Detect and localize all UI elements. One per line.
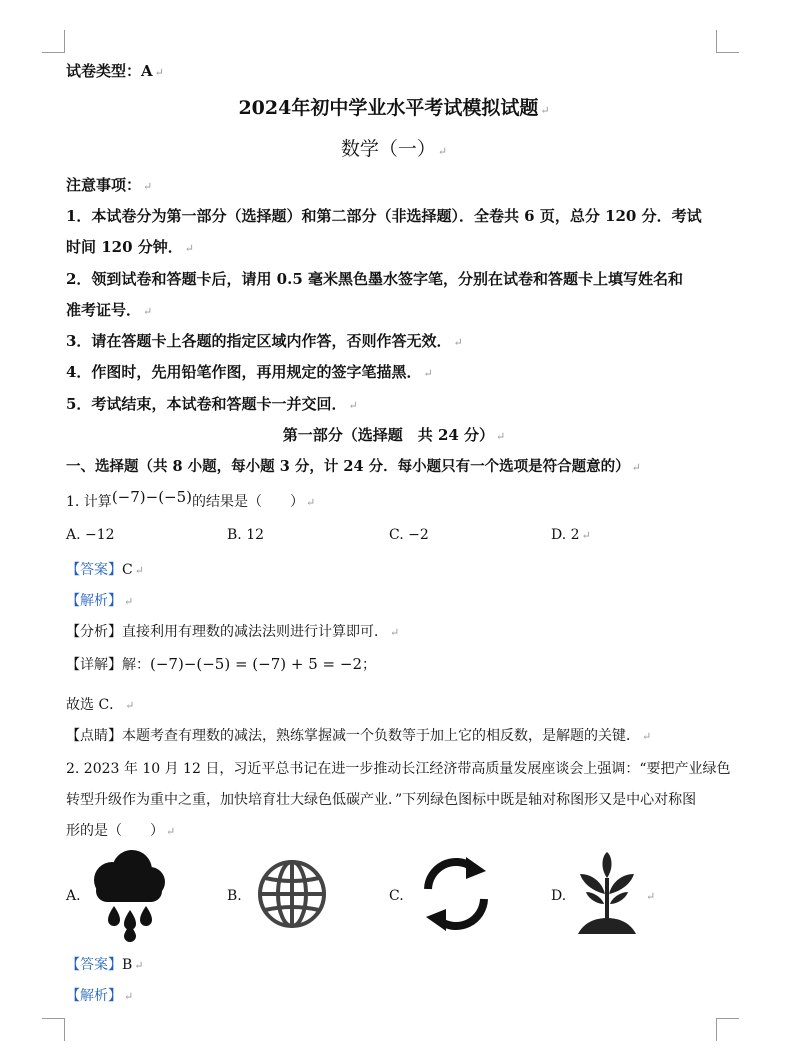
note-1-line-1: 1．本试卷分为第一部分（选择题）和第二部分（非选择题）．全卷共 6 页，总分 120 分．考试 (66, 207, 702, 225)
note-5: 5．考试结束，本试卷和答题卡一并交回． ↵ (66, 395, 358, 413)
sprout-icon (574, 850, 640, 936)
q1-comment: 【点睛】本题考查有理数的减法，熟练掌握减一个负数等于加上它的相反数，是解题的关键． ↵ (66, 728, 652, 744)
note-3: 3．请在答题卡上各题的指定区域内作答，否则作答无效． ↵ (66, 332, 463, 350)
q2-analysis-tag: 【解析】 ↵ (66, 988, 134, 1004)
crop-mark-top-left (42, 30, 65, 53)
q2-answer: 【答案】B ↵ (66, 957, 144, 973)
q1-detail: 【详解】解：(−7)−(−5) = (−7) + 5 = −2； (66, 655, 376, 673)
crop-mark-bottom-left (42, 1018, 65, 1041)
crop-mark-top-right (716, 30, 739, 53)
note-2-line-2: 准考证号． ↵ (66, 301, 153, 319)
notes-heading: 注意事项： ↵ (66, 176, 153, 194)
q1-option-d: D. 2 ↵ (551, 527, 591, 543)
q2-option-c-label: C. (389, 888, 404, 904)
rain-cloud-icon (90, 850, 168, 942)
q2-stem-line-1: 2. 2023 年 10 月 12 日，习近平总书记在进一步推动长江经济带高质量发展座谈会上强调：“要把产业绿色 (66, 761, 731, 777)
page-title: 2024年初中学业水平考试模拟试题 ↵ (238, 97, 550, 119)
part1-title: 第一部分（选择题 共 24 分） ↵ (282, 426, 506, 444)
q1-analysis-tag: 【解析】 ↵ (66, 593, 134, 609)
q2-option-a-label: A. (66, 888, 81, 904)
q1-detail-expression: (−7)−(−5) = (−7) + 5 = −2 (150, 655, 362, 673)
q2-stem-line-3: 形的是（ ） ↵ (66, 823, 176, 839)
q1-option-a: A. −12 (66, 527, 115, 543)
q2-options-paragraph-mark: ↵ (646, 890, 656, 903)
note-2-line-1: 2．领到试卷和答题卡后，请用 0.5 毫米黑色墨水签字笔，分别在试卷和答题卡上填写姓名和 (66, 270, 683, 288)
q1-stem: 1. 计算(−7)−(−5)的结果是（ ） ↵ (66, 488, 316, 510)
q1-fenxi: 【分析】直接利用有理数的减法法则进行计算即可． ↵ (66, 624, 400, 640)
q2-option-d-label: D. (551, 888, 567, 904)
note-4: 4．作图时，先用铅笔作图，再用规定的签字笔描黑． ↵ (66, 363, 433, 381)
q1-expression: (−7)−(−5) (111, 488, 193, 506)
section-heading: 一、选择题（共 8 小题，每小题 3 分，计 24 分．每小题只有一个选项是符合题意的） ↵ (66, 458, 641, 475)
paper-type: 试卷类型：A ↵ (66, 62, 164, 80)
q2-option-b-label: B. (227, 888, 242, 904)
page-subtitle: 数学（一） ↵ (340, 138, 448, 160)
q1-option-c: C. −2 (389, 527, 429, 543)
q1-conclusion: 故选 C． ↵ (66, 697, 135, 713)
q2-stem-line-2: 转型升级作为重中之重，加快培育壮大绿色低碳产业．”下列绿色图标中既是轴对称图形又是中心对称图 (66, 792, 697, 808)
crop-mark-bottom-right (716, 1018, 739, 1041)
q1-option-b: B. 12 (227, 527, 265, 543)
recycle-arrows-icon (410, 853, 502, 935)
globe-icon (256, 858, 328, 930)
q1-answer: 【答案】C ↵ (66, 562, 144, 578)
note-1-line-2: 时间 120 分钟． ↵ (66, 238, 194, 256)
